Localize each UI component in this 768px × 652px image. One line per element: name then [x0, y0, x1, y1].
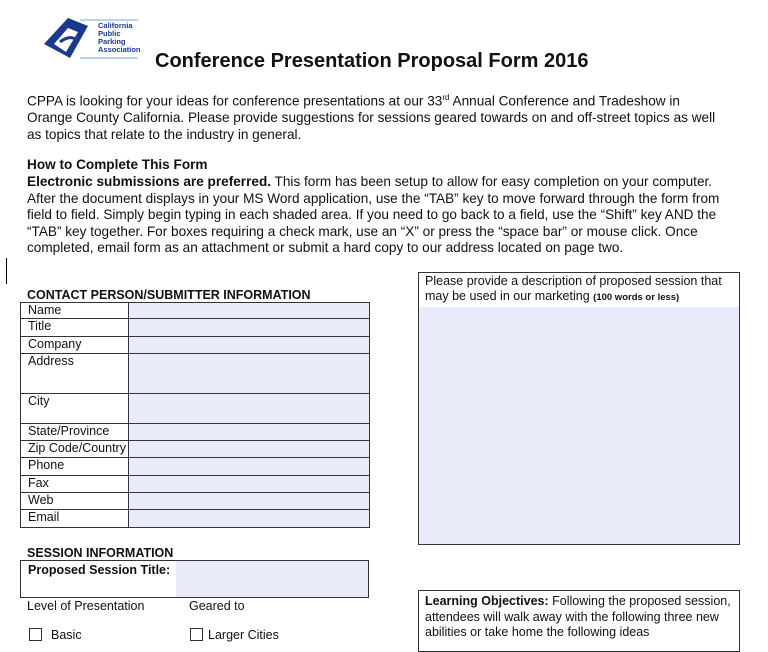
- session-title-box: [20, 560, 369, 598]
- table-row: [21, 493, 370, 510]
- table-row: [21, 354, 370, 394]
- zip-field[interactable]: [129, 441, 370, 458]
- learning-objectives-box: [418, 590, 740, 652]
- phone-field[interactable]: [129, 458, 370, 476]
- description-prompt-text: Please provide a description of proposed session that may be used in our marketing: [425, 274, 722, 303]
- basic-checkbox[interactable]: [29, 628, 42, 641]
- level-label: Level of Presentation: [27, 599, 145, 613]
- intro-superscript: rd: [442, 93, 450, 102]
- basic-option-label: Basic: [51, 628, 82, 642]
- learning-objectives-label: Learning Objectives:: [425, 594, 549, 608]
- learning-objectives-body: Following the proposed session, attendees will walk away with the following three new abilities or take home the following ideas: [425, 594, 731, 639]
- field-label: Fax: [21, 476, 129, 493]
- larger-cities-checkbox[interactable]: [190, 628, 203, 641]
- field-label: Email: [21, 510, 129, 528]
- email-field[interactable]: [129, 510, 370, 528]
- howto-bold-lead: Electronic submissions are preferred.: [27, 174, 272, 189]
- description-field[interactable]: [419, 307, 739, 544]
- intro-text-rest: Annual Conference and Tradeshow in Orange County California. Please provide suggestions for sessions geared towards on and off-street topics as well as topics that relate to the industry in general.: [27, 93, 716, 142]
- table-row: [21, 424, 370, 441]
- logo-line: California: [98, 21, 133, 30]
- logo-line: Association: [98, 45, 141, 54]
- intro-paragraph: [27, 90, 727, 143]
- title-field[interactable]: [129, 319, 370, 337]
- description-prompt: [419, 273, 739, 307]
- contact-table: [20, 302, 370, 528]
- table-row: [21, 458, 370, 476]
- city-field[interactable]: [129, 394, 370, 424]
- table-row: [21, 303, 370, 319]
- table-row: [21, 319, 370, 337]
- logo-line: Public: [98, 29, 121, 38]
- table-row: [21, 441, 370, 458]
- field-label: Address: [21, 354, 129, 394]
- name-field[interactable]: [129, 303, 370, 319]
- web-field[interactable]: [129, 493, 370, 510]
- company-field[interactable]: [129, 337, 370, 354]
- field-label: Company: [21, 337, 129, 354]
- howto-paragraph: [27, 174, 727, 257]
- field-label: Name: [21, 303, 129, 319]
- fax-field[interactable]: [129, 476, 370, 493]
- field-label: Zip Code/Country: [21, 441, 129, 458]
- logo-line: Parking: [98, 37, 126, 46]
- session-heading: SESSION INFORMATION: [27, 546, 174, 560]
- geared-label: Geared to: [189, 599, 245, 613]
- table-row: [21, 394, 370, 424]
- field-label: City: [21, 394, 129, 424]
- howto-body: This form has been setup to allow for easy completion on your computer. After the document displays in your MS Word application, use the “TAB” key to move forward through the form from field to field. Simply begin typing in each shaded area. If you need to go back to a field, use the “Shift” key AND the “TAB” key together. For boxes requiring a check mark, use an “X” or press the “space bar” or mouse click. Once completed, email form as an attachment or submit a hard copy to our address located on page two.: [27, 174, 720, 255]
- description-box: [418, 272, 740, 545]
- table-row: [21, 337, 370, 354]
- session-title-label: Proposed Session Title:: [28, 563, 171, 577]
- field-label: Phone: [21, 458, 129, 476]
- text-cursor: [6, 258, 7, 284]
- contact-heading: CONTACT PERSON/SUBMITTER INFORMATION: [27, 288, 311, 302]
- table-row: [21, 476, 370, 493]
- intro-text: CPPA is looking for your ideas for conference presentations at our 33: [27, 93, 443, 109]
- session-title-field[interactable]: [176, 561, 368, 597]
- state-field[interactable]: [129, 424, 370, 441]
- address-field[interactable]: [129, 354, 370, 394]
- larger-cities-option-label: Larger Cities: [208, 628, 279, 642]
- howto-heading: How to Complete This Form: [27, 157, 208, 172]
- cppa-logo: [40, 14, 140, 60]
- field-label: Web: [21, 493, 129, 510]
- field-label: State/Province: [21, 424, 129, 441]
- description-word-limit: (100 words or less): [593, 292, 680, 303]
- page-title: Conference Presentation Proposal Form 2016: [155, 50, 589, 72]
- field-label: Title: [21, 319, 129, 337]
- table-row: [21, 510, 370, 528]
- learning-objectives-text: [419, 591, 739, 644]
